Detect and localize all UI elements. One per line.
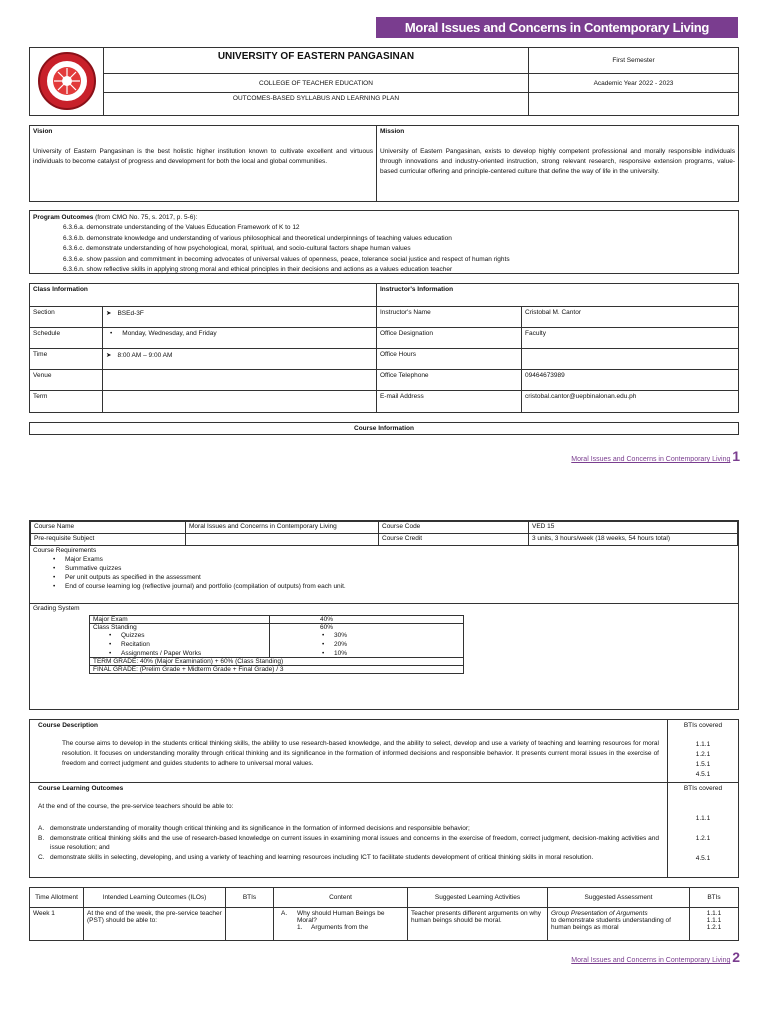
instructor-value — [522, 349, 739, 370]
grading-item: • Assignments / Paper Works — [107, 650, 266, 657]
plan-header: Suggested Assessment — [548, 888, 690, 908]
instructor-value: 09464673989 — [522, 370, 739, 391]
plan-header: Suggested Learning Activities — [408, 888, 548, 908]
course-details-block — [29, 520, 739, 710]
class-value — [103, 328, 377, 349]
requirements-list — [33, 556, 735, 590]
clo-label: Course Learning Outcomes — [38, 785, 124, 792]
course-credit-value: 3 units, 3 hours/week (18 weeks, 54 hours total) — [529, 534, 738, 546]
plan-header: BTIs — [690, 888, 739, 908]
class-standing-list — [93, 632, 266, 657]
instructor-value: cristobal.cantor@uepbinalonan.edu.ph — [522, 391, 739, 413]
program-outcome-item: 6.3.6.c. demonstrate understanding of how psychological, moral, spiritual, and socio-cultural factors shape human values — [63, 245, 411, 252]
mission-section — [377, 126, 738, 201]
course-name-label: Course Name — [31, 522, 186, 534]
course-credit-label: Course Credit — [379, 534, 529, 546]
requirement-item: • End of course learning log (reflective journal) and portfolio (compilation of outputs) from each unit. — [51, 583, 735, 590]
content-subtopic-text: Arguments from the — [311, 924, 369, 931]
instructor-value: Faculty — [522, 328, 739, 349]
class-instructor-block — [29, 283, 739, 412]
grading-table — [89, 615, 464, 674]
program-outcome-item: 6.3.6.a. demonstrate understanding of the Values Education Framework of K to 12 — [63, 224, 300, 231]
plan-assessment — [548, 908, 690, 941]
vision-label: Vision — [33, 128, 53, 135]
course-code-label: Course Code — [379, 522, 529, 534]
semester: First Semester — [529, 48, 738, 74]
prereq-label: Pre-requisite Subject — [31, 534, 186, 546]
clo-item — [38, 824, 659, 833]
final-grade: FINAL GRADE: (Prelim Grade + Midterm Grade + Final Grade) / 3 — [90, 666, 464, 674]
bti-value: 1.2.1 — [706, 924, 722, 931]
major-exam-pct: 40% — [270, 616, 464, 624]
class-value — [103, 349, 377, 370]
mission-text: University of Eastern Pangasinan, exists to develop highly competent professional and morally responsible individuals through innovations and industry-oriented instruction, strong relevant research, responsive extension programs, value-based curricular offering and principle-centered culture that define the way of life in the university. — [380, 148, 735, 175]
class-key: Term — [30, 391, 103, 413]
grading-pct: • 10% — [320, 650, 413, 657]
vision-text: University of Eastern Pangasinan is the best holistic higher institution known to cultivate excellent and virtuous individuals to become catalyst of progress and development for both the local and global communities. — [33, 148, 373, 165]
class-standing-pct-cell — [270, 624, 464, 658]
course-learning-outcomes — [30, 783, 668, 877]
description-outcomes-block — [29, 719, 739, 878]
clo-letter: A. — [38, 825, 45, 832]
program-outcomes — [29, 210, 739, 274]
class-key: Time — [30, 349, 103, 370]
course-information-label: Course Information — [29, 422, 739, 435]
section-value: ➤ BSEd-3F — [106, 310, 144, 317]
class-standing-cell — [90, 624, 270, 658]
program-outcome-item: 6.3.6.n. show reflective skills in applying strong moral and ethical principles in their decisions and actions as a values education teacher — [63, 266, 453, 273]
header-block — [29, 47, 739, 116]
seal-icon — [30, 48, 104, 115]
course-banner: Moral Issues and Concerns in Contemporary Living — [376, 17, 738, 38]
class-info-label: Class Information — [30, 284, 377, 307]
term-grade: TERM GRADE: 40% (Major Examination) + 60% (Class Standing) — [90, 658, 464, 666]
description-btis — [668, 720, 738, 783]
footer-link[interactable]: Moral Issues and Concerns in Contemporary Living — [571, 456, 731, 463]
grading-pct: • 30% — [320, 632, 413, 639]
prereq-value — [186, 534, 379, 546]
course-requirements — [30, 546, 738, 604]
class-standing-label: Class Standing — [93, 624, 137, 631]
plan-header: Time Allotment — [30, 888, 84, 908]
bti-value: 1.2.1 — [695, 751, 711, 758]
program-outcomes-label: Program Outcomes — [33, 214, 94, 221]
clo-intro: At the end of the course, the pre-service teachers should be able to: — [38, 803, 234, 810]
grading-item: • Quizzes — [107, 632, 266, 639]
assessment-title: Group Presentation of Arguments — [551, 910, 648, 917]
course-name-value: Moral Issues and Concerns in Contemporary Living — [186, 522, 379, 534]
instructor-key: Instructor's Name — [377, 307, 522, 328]
plan-ilo: At the end of the week, the pre-service teacher (PST) should be able to: — [84, 908, 226, 941]
course-description-text: The course aims to develop in the students critical thinking skills, the ability to use research-based knowledge, and the ability to select, develop and use a variety of teaching and learning resources for moral resolution. It focuses on understanding morality through critical thinking and its significance in the formation of informed decisions and responsible behavior. It presents current moral issues in the exercise of freedom and correct judgment and guides students to adhere to universal moral values. — [62, 740, 659, 767]
college-name: COLLEGE OF TEACHER EDUCATION — [104, 74, 529, 93]
assessment-text: to demonstrate students understanding of human beings as moral — [551, 917, 671, 931]
requirement-item: • Summative quizzes — [51, 565, 735, 572]
bti-value: 1.1.1 — [695, 815, 711, 822]
plan-btis — [226, 908, 274, 941]
footer-link[interactable]: Moral Issues and Concerns in Contemporary Living — [571, 957, 731, 964]
instructor-key: E-mail Address — [377, 391, 522, 413]
instructor-key: Office Telephone — [377, 370, 522, 391]
university-seal — [30, 48, 104, 115]
class-value — [103, 370, 377, 391]
instructor-info-label: Instructor's Information — [377, 284, 739, 307]
plan-header: Content — [274, 888, 408, 908]
clo-btis — [668, 783, 738, 877]
bti-value: 1.1.1 — [695, 741, 711, 748]
instructor-key: Office Hours — [377, 349, 522, 370]
requirement-item: • Major Exams — [51, 556, 735, 563]
footer-page-1 — [520, 448, 740, 464]
plan-time: Week 1 — [30, 908, 84, 941]
clo-text: demonstrate understanding of morality though critical thinking and its significance in the formation of informed decisions and responsible behavior; — [50, 825, 470, 832]
document-title: OUTCOMES-BASED SYLLABUS AND LEARNING PLAN — [104, 93, 529, 115]
program-outcomes-heading — [33, 213, 735, 223]
grading-item: • Recitation — [107, 641, 266, 648]
btis-covered-label: BTIs covered — [683, 785, 723, 792]
class-key: Venue — [30, 370, 103, 391]
content-topic-text: Why should Human Beings be Moral? — [297, 910, 385, 924]
content-subtopic — [277, 924, 404, 931]
class-instructor-table — [29, 283, 739, 413]
class-standing-pct: 60% — [320, 624, 334, 631]
program-outcome-item: 6.3.6.e. show passion and commitment in becoming advocates of universal values of openness, peace, tolerance social justice and respect of human rights — [63, 255, 510, 263]
clo-text: demonstrate skills in selecting, developing, and using a variety of teaching and learning resources including ICT to facilitate students development of critical thinking skills in moral resolution. — [50, 854, 594, 861]
schedule-value: • Monday, Wednesday, and Friday — [106, 330, 217, 337]
learning-plan — [29, 887, 739, 942]
content-topic — [277, 910, 404, 924]
class-key: Section — [30, 307, 103, 328]
content-number: 1. — [297, 924, 303, 931]
vision-mission-block — [29, 125, 739, 202]
bti-value: 4.5.1 — [695, 855, 711, 862]
course-description-label: Course Description — [38, 722, 98, 729]
instructor-key: Office Designation — [377, 328, 522, 349]
academic-year: Academic Year 2022 - 2023 — [529, 74, 738, 93]
class-value — [103, 307, 377, 328]
major-exam-label: Major Exam — [90, 616, 270, 624]
plan-btis-2 — [690, 908, 739, 941]
requirement-item: • Per unit outputs as specified in the assessment — [51, 574, 735, 581]
page-number: 1 — [732, 448, 740, 464]
plan-content — [274, 908, 408, 941]
vision-section — [30, 126, 377, 201]
class-value — [103, 391, 377, 413]
plan-activities: Teacher presents different arguments on why human beings should be moral. — [408, 908, 548, 941]
clo-text: demonstrate critical thinking skills and the use of research-based knowledge on current issues in examining moral issues and concerns in the exercise of freedom, correct judgment, decision-making activities and issue resolution; and — [50, 835, 659, 851]
mission-label: Mission — [380, 128, 405, 135]
plan-header: Intended Learning Outcomes (ILOs) — [84, 888, 226, 908]
btis-covered-label: BTIs covered — [683, 722, 723, 729]
plan-header: BTIs — [226, 888, 274, 908]
course-description — [30, 720, 668, 783]
course-requirements-label: Course Requirements — [33, 547, 97, 554]
class-key: Schedule — [30, 328, 103, 349]
program-outcomes-source: (from CMO No. 75, s. 2017, p. 5-6): — [95, 214, 198, 221]
bti-value: 1.1.1 — [706, 910, 722, 917]
clo-item — [38, 834, 659, 852]
bti-value: 1.2.1 — [695, 835, 711, 842]
course-code-value: VED 15 — [529, 522, 738, 534]
content-letter: A. — [281, 910, 288, 917]
clo-letter: C. — [38, 854, 45, 861]
grading-system — [30, 604, 738, 708]
time-value: ➤ 8:00 AM – 9:00 AM — [106, 352, 172, 359]
grading-pct: • 20% — [320, 641, 413, 648]
program-outcome-item: 6.3.6.b. demonstrate knowledge and understanding of various philosophical and theoretical underpinnings of teaching values education — [63, 234, 452, 242]
bti-value: 4.5.1 — [695, 771, 711, 778]
grading-system-label: Grading System — [33, 605, 80, 612]
class-standing-pct-list — [320, 632, 413, 657]
bti-value: 1.1.1 — [706, 917, 722, 924]
course-details-table — [30, 521, 738, 546]
clo-item — [38, 853, 659, 862]
page-number: 2 — [732, 949, 740, 965]
footer-page-2 — [520, 949, 740, 965]
bti-value: 1.5.1 — [695, 761, 711, 768]
learning-plan-table — [29, 887, 739, 941]
instructor-value: Cristobal M. Cantor — [522, 307, 739, 328]
university-name: UNIVERSITY OF EASTERN PANGASINAN — [104, 48, 529, 74]
clo-letter: B. — [38, 835, 45, 842]
